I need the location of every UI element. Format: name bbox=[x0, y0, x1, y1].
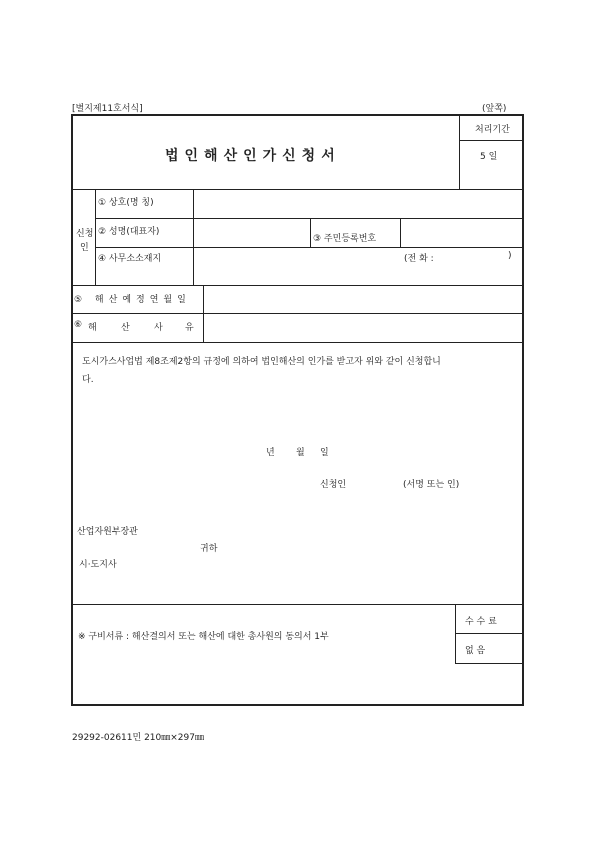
company-name-field[interactable] bbox=[196, 192, 520, 216]
processing-period-label: 처리기간 bbox=[475, 125, 510, 135]
form-title: 법인해산인가신청서 bbox=[165, 148, 341, 164]
applicant-group-label: 신청 bbox=[76, 229, 94, 239]
dissolution-reason-char: 사 bbox=[154, 323, 163, 333]
fee-label: 수 수 료 bbox=[465, 617, 497, 627]
documents-note: ※ 구비서류 : 해산결의서 또는 해산에 대한 총사원의 동의서 1부 bbox=[78, 632, 329, 642]
resident-number-field[interactable] bbox=[403, 221, 520, 245]
office-address-field[interactable] bbox=[196, 250, 396, 282]
date-year: 년 bbox=[266, 448, 275, 458]
recipient-governor: 시·도지사 bbox=[79, 560, 117, 570]
statement-text-cont: 다. bbox=[82, 375, 94, 385]
phone-label: (전 화 : bbox=[404, 254, 434, 264]
dissolution-reason-char: 유 bbox=[185, 323, 194, 333]
dissolution-date-field[interactable] bbox=[206, 288, 520, 311]
phone-close: ) bbox=[508, 251, 512, 261]
dissolution-reason-field[interactable] bbox=[206, 316, 520, 340]
bottom-note: 29292-02611민 210㎜×297㎜ bbox=[72, 733, 204, 743]
form-number: [별지제11호서식] bbox=[72, 104, 143, 114]
office-address-label: ④ 사무소소재지 bbox=[98, 254, 162, 264]
side-label: (앞쪽) bbox=[482, 104, 507, 114]
recipient-minister: 산업자원부장관 bbox=[77, 527, 138, 537]
dissolution-reason-char: 산 bbox=[121, 323, 130, 333]
dissolution-date-label: ⑤ 해산예정연월일 bbox=[74, 295, 191, 305]
recipient-honorific: 귀하 bbox=[200, 544, 218, 554]
representative-label: ② 성명(대표자) bbox=[98, 227, 160, 237]
processing-period-value: 5 일 bbox=[480, 152, 498, 162]
fee-value: 없 음 bbox=[465, 646, 486, 656]
applicant-sign-label: 신청인 bbox=[320, 480, 347, 490]
dissolution-reason-char: 해 bbox=[88, 323, 97, 333]
company-name-label: ① 상호(명 칭) bbox=[98, 198, 154, 208]
signature-label: (서명 또는 인) bbox=[403, 480, 460, 490]
date-month: 월 bbox=[296, 448, 305, 458]
statement-text: 도시가스사업법 제8조제2항의 규정에 의하여 법인해산의 인가를 받고자 위와 같이 신청합니 bbox=[82, 357, 441, 367]
representative-field[interactable] bbox=[196, 221, 306, 245]
date-day: 일 bbox=[320, 448, 329, 458]
resident-number-label: ③ 주민등록번호 bbox=[313, 234, 377, 244]
applicant-group-label-cont: 인 bbox=[80, 243, 89, 253]
dissolution-reason-num: ⑥ bbox=[74, 320, 83, 330]
